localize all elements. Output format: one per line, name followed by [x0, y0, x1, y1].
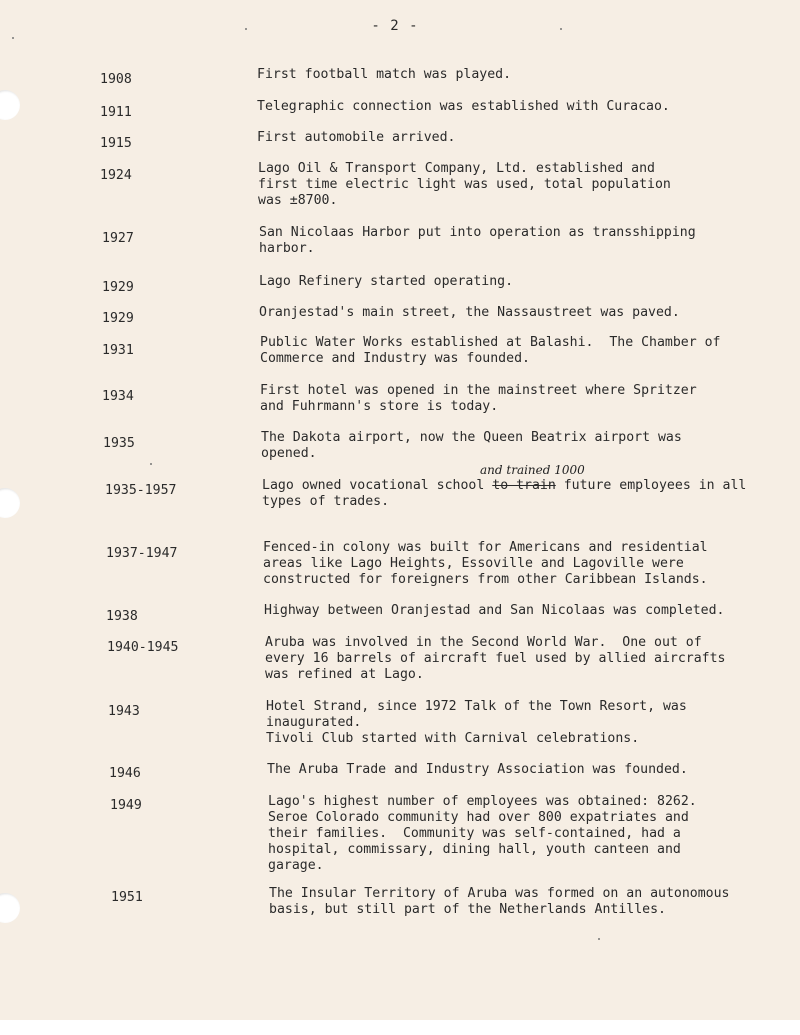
entry-year: 1908 — [100, 72, 132, 87]
entry-line — [262, 478, 746, 494]
struck-text: to train — [492, 478, 556, 493]
entry-line: every 16 barrels of aircraft fuel used by allied aircrafts — [265, 651, 726, 666]
entry-line: basis, but still part of the Netherlands Antilles. — [269, 902, 666, 917]
entry-description — [262, 478, 746, 510]
entry-year: 1938 — [106, 609, 138, 624]
entry-line: first time electric light was used, total population — [258, 177, 671, 192]
entry-line: their families. Community was self-contained, had a — [268, 826, 681, 841]
entry-line: opened. — [261, 446, 317, 461]
entry-year: 1946 — [109, 766, 141, 781]
entry-line: First automobile arrived. — [257, 130, 456, 145]
entry-line: Commerce and Industry was founded. — [260, 351, 530, 366]
entry-year: 1911 — [100, 105, 132, 120]
entry-description — [268, 794, 697, 874]
entry-line: types of trades. — [262, 494, 390, 509]
entry-line: Hotel Strand, since 1972 Talk of the Town Resort, was — [266, 699, 687, 714]
entry-description — [258, 161, 671, 209]
entry-year: 1935-1957 — [105, 483, 177, 498]
paper-speck — [598, 938, 600, 940]
entry-line: constructed for foreigners from other Caribbean Islands. — [263, 572, 708, 587]
entry-year: 1927 — [102, 231, 134, 246]
scan-bottom-edge — [0, 1020, 800, 1035]
entry-line: San Nicolaas Harbor put into operation as transshipping — [259, 225, 696, 240]
entry-line: Public Water Works established at Balashi. The Chamber of — [260, 335, 721, 350]
entry-description — [257, 99, 670, 115]
entry-line: The Aruba Trade and Industry Association was founded. — [267, 762, 688, 777]
entry-description — [259, 225, 696, 257]
entry-description — [257, 130, 456, 146]
line-text: future employees in all — [555, 478, 747, 493]
line-text: Lago owned vocational school — [262, 478, 493, 493]
entry-line: and Fuhrmann's store is today. — [260, 399, 499, 414]
entry-description — [260, 383, 697, 415]
entry-line: Telegraphic connection was established with Curacao. — [257, 99, 670, 114]
punch-hole-bottom — [0, 893, 20, 923]
punch-hole-top — [0, 90, 20, 120]
entry-year: 1937-1947 — [106, 546, 178, 561]
entry-line: Seroe Colorado community had over 800 expatriates and — [268, 810, 689, 825]
paper-speck — [12, 37, 14, 39]
entry-line: areas like Lago Heights, Essoville and Lagoville were — [263, 556, 684, 571]
entry-line: was ±8700. — [258, 193, 338, 208]
entry-line: Highway between Oranjestad and San Nicolaas was completed. — [264, 603, 725, 618]
entry-year: 1931 — [102, 343, 134, 358]
entry-description — [261, 430, 682, 462]
entry-description — [257, 67, 511, 83]
entry-line: Aruba was involved in the Second World War. One out of — [265, 635, 702, 650]
entry-description — [259, 305, 680, 321]
entry-line: Lago's highest number of employees was obtained: 8262. — [268, 794, 697, 809]
handwritten-insertion: and trained 1000 — [480, 463, 585, 477]
entry-line: First football match was played. — [257, 67, 512, 82]
entry-year: 1935 — [103, 436, 135, 451]
entry-year: 1951 — [111, 890, 143, 905]
entry-year: 1940-1945 — [107, 640, 179, 655]
entry-line: The Dakota airport, now the Queen Beatrix airport was — [261, 430, 682, 445]
entry-line: hospital, commissary, dining hall, youth canteen and — [268, 842, 681, 857]
entry-line: inaugurated. — [266, 715, 362, 730]
entry-line: First hotel was opened in the mainstreet where Spritzer — [260, 383, 697, 398]
entry-year: 1949 — [110, 798, 142, 813]
entry-line: The Insular Territory of Aruba was formed on an autonomous — [269, 886, 730, 901]
entry-description — [259, 274, 513, 290]
entry-year: 1929 — [102, 280, 134, 295]
punch-hole-middle — [0, 488, 20, 518]
entry-line: Oranjestad's main street, the Nassaustreet was paved. — [259, 305, 680, 320]
paper-speck — [150, 463, 152, 465]
entry-line: Fenced-in colony was built for Americans and residential — [263, 540, 708, 555]
entry-description — [269, 886, 730, 918]
entry-description — [267, 762, 688, 778]
entry-line: garage. — [268, 858, 324, 873]
entry-year: 1934 — [102, 389, 134, 404]
entry-line: Tivoli Club started with Carnival celebrations. — [266, 731, 640, 746]
entry-year: 1943 — [108, 704, 140, 719]
entry-description — [260, 335, 721, 367]
entry-description — [266, 699, 687, 747]
entry-line: harbor. — [259, 241, 315, 256]
entry-year: 1924 — [100, 168, 132, 183]
entry-description — [264, 603, 725, 619]
entry-description — [265, 635, 726, 683]
entry-line: Lago Oil & Transport Company, Ltd. established and — [258, 161, 655, 176]
entry-description — [263, 540, 708, 588]
page-number: - 2 - — [371, 18, 419, 34]
entry-year: 1915 — [100, 136, 132, 151]
entry-line: Lago Refinery started operating. — [259, 274, 514, 289]
entry-line: was refined at Lago. — [265, 667, 424, 682]
entry-year: 1929 — [102, 311, 134, 326]
